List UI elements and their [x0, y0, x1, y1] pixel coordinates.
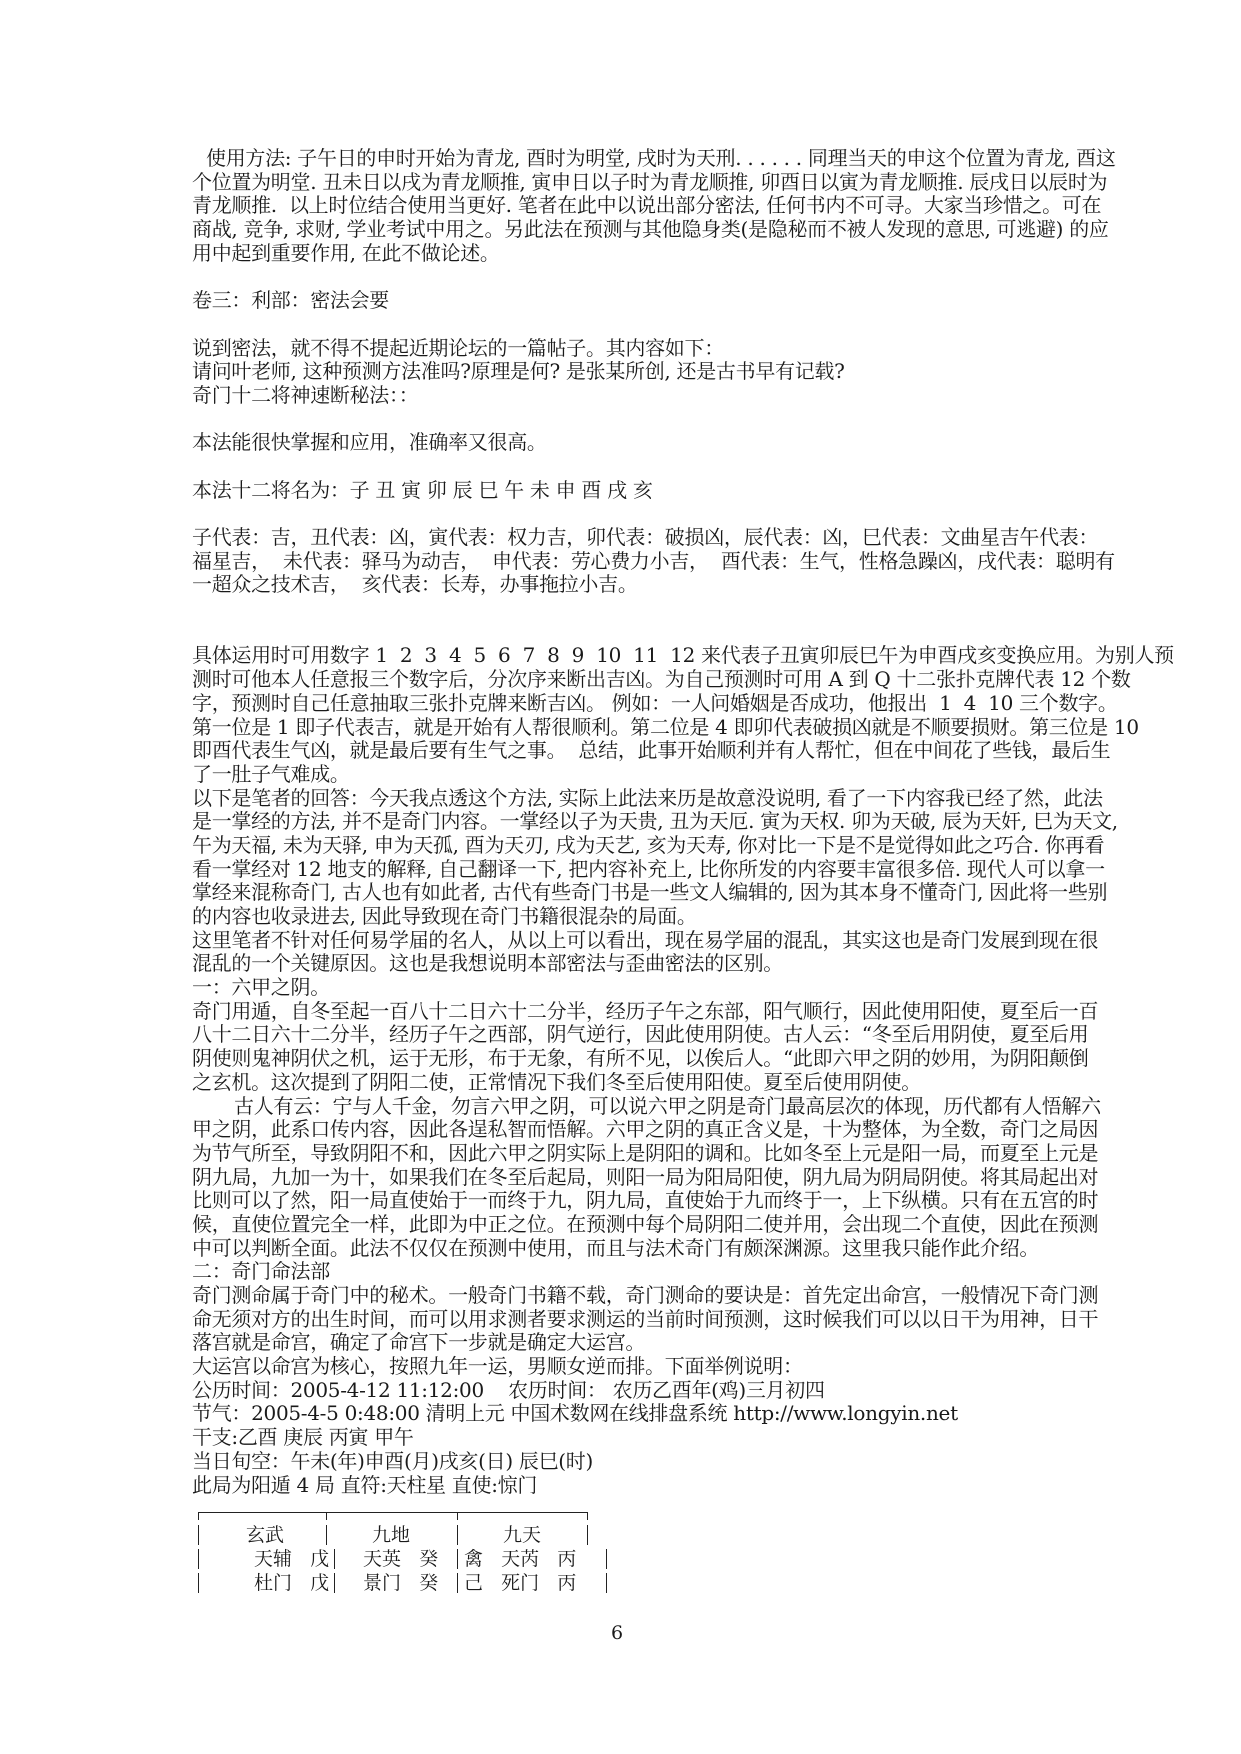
text-line: 看一掌经对 12 地支的解释, 自己翻译一下, 把内容补充上, 比你所发的内容要丰富很多倍. 现代人可以拿一 [192, 856, 1105, 881]
text-line [192, 265, 1072, 289]
text-line: 奇门十二将神速断秘法：： [192, 382, 419, 407]
table-divider [606, 1549, 607, 1569]
page-number: 6 [611, 1622, 624, 1644]
table-cell: 己 死门 丙 [464, 1572, 577, 1594]
table-cell: 天英 癸 [363, 1548, 439, 1570]
text-line: 具体运用时可用数字 1 2 3 4 5 6 7 8 9 10 11 12 来代表子丑寅卯辰巳午为申酉戌亥变换应用。为别人预 [192, 643, 1174, 668]
text-line: 当日旬空：午未(年)申酉(月)戌亥(日) 辰巳(时) [192, 1448, 593, 1473]
text-line: 卷三：利部：密法会要 [192, 288, 389, 313]
table-divider [326, 1512, 327, 1520]
table-header-cell: 玄武 [246, 1524, 285, 1546]
text-line [192, 502, 1072, 526]
qimen-chart-table [198, 1506, 610, 1602]
text-line: 阴使则鬼神阴伏之机，运于无形，布于无象，有所不见，以俟后人。“此即六甲之阴的妙用，为阴阳颠倒 [192, 1046, 1089, 1071]
text-line: 阴九局，九加一为十，如果我们在冬至后起局，则阳一局为阳局阳使，阴九局为阴局阴使。将其局起出对 [192, 1164, 1099, 1189]
text-line: 比则可以了然，阳一局直使始于一而终于九，阴九局，直使始于九而终于一，上下纵横。只有在五宫的时 [192, 1188, 1099, 1213]
text-line: 字，预测时自己任意抽取三张扑克牌来断吉凶。 例如：一人问婚姻是否成功，他报出 1 4 10 三个数字。 [192, 690, 1118, 715]
text-line: 商战, 竞争, 求财, 学业考试中用之。另此法在预测与其他隐身类(是隐秘而不被人发现的意思, 可逃避) 的应 [192, 217, 1109, 242]
text-line: 命无须对方的出生时间，而可以用求测者要求测运的当前时间预测，这时候我们可以以日干为用神，日干 [192, 1306, 1099, 1331]
text-line: 本法能很快掌握和应用，准确率又很高。 [192, 430, 547, 455]
table-divider [198, 1512, 199, 1520]
text-line: 甲之阴，此系口传内容，因此各逞私智而悟解。六甲之阴的真正含义是，十为整体，为全数，奇门之局因 [192, 1117, 1099, 1142]
text-line: 奇门用遁，自冬至起一百八十二日六十二分半，经历子午之东部，阳气顺行，因此使用阳使，夏至后一百 [192, 998, 1099, 1023]
text-line: 节气：2005-4-5 0:48:00 清明上元 中国术数网在线排盘系统 http://www.longyin.net [192, 1401, 958, 1426]
text-line: 说到密法，就不得不提起近期论坛的一篇帖子。其内容如下： [192, 335, 724, 360]
table-cell: 景门 癸 [363, 1572, 439, 1594]
table-top-border [198, 1512, 588, 1513]
text-line [192, 621, 1072, 645]
text-line: 使用方法: 子午日的申时开始为青龙, 酉时为明堂, 戌时为天刑. . . . . . 同理当天的申这个位置为青龙, 酉这 [206, 146, 1116, 170]
text-line: 二：奇门命法部 [192, 1259, 330, 1284]
table-divider [334, 1549, 335, 1569]
text-line: 大运宫以命宫为核心，按照九年一运，男顺女逆而排。下面举例说明： [192, 1354, 803, 1379]
table-cell: 禽 天芮 丙 [464, 1548, 577, 1570]
table-divider [457, 1549, 458, 1569]
table-divider [198, 1549, 199, 1569]
text-line: 候，直使位置完全一样，此即为中正之位。在预测中每个局阴阳二使并用，会出现二个直使，因此在预测 [192, 1211, 1099, 1236]
text-line [192, 313, 1072, 337]
text-line: 即酉代表生气凶，就是最后要有生气之事。 总结，此事开始顺利并有人帮忙，但在中间花了些钱，最后生 [192, 738, 1111, 763]
text-line: 落宫就是命宫，确定了命宫下一步就是确定大运宫。 [192, 1330, 646, 1355]
text-line: 以下是笔者的回答：今天我点透这个方法, 实际上此法来历是故意没说明, 看了一下内容我已经了然，此法 [192, 785, 1103, 810]
table-divider [198, 1525, 199, 1545]
table-divider [334, 1573, 335, 1593]
text-line: 之玄机。这次提到了阴阳二使，正常情况下我们冬至后使用阳使。夏至后使用阴使。 [192, 1069, 921, 1094]
table-cell: 天辅 戊 [254, 1548, 330, 1570]
table-cell: 杜门 戊 [254, 1572, 330, 1594]
table-divider [587, 1525, 588, 1545]
table-divider [198, 1573, 199, 1593]
text-line: 八十二日六十二分半，经历子午之西部，阴气逆行，因此使用阴使。古人云：“冬至后用阴使，夏至后用 [192, 1022, 1089, 1047]
text-line: 是一掌经的方法, 并不是奇门内容。一掌经以子为天贵, 丑为天厄. 寅为天权. 卯为天破, 辰为天奸, 巳为天文, [192, 809, 1118, 834]
text-line: 为节气所至，导致阴阳不和，因此六甲之阴实际上是阴阳的调和。比如冬至上元是阳一局，而夏至上元是 [192, 1140, 1099, 1165]
text-line [192, 455, 1072, 479]
text-line: 测时可他本人任意报三个数字后，分次序来断出吉凶。为自己预测时可用 A 到 Q 十二张扑克牌代表 12 个数 [192, 667, 1131, 692]
text-line: 这里笔者不针对任何易学届的名人，从以上可以看出，现在易学届的混乱，其实这也是奇门发展到现在很 [192, 927, 1099, 952]
text-line: 个位置为明堂. 丑未日以戌为青龙顺推, 寅申日以子时为青龙顺推, 卯酉日以寅为青龙顺推. 辰戌日以辰时为 [192, 169, 1108, 194]
text-line: 青龙顺推. 以上时位结合使用当更好. 笔者在此中以说出部分密法, 任何书内不可寻。大家当珍惜之。可在 [192, 193, 1102, 218]
text-line: 一：六甲之阴。 [192, 975, 330, 1000]
text-line [192, 597, 1072, 621]
table-header-cell: 九天 [503, 1524, 542, 1546]
text-line: 一超众之技术吉， 亥代表：长寿，办事拖拉小吉。 [192, 572, 638, 597]
table-divider [457, 1525, 458, 1545]
text-line: 干支:乙酉 庚辰 丙寅 甲午 [192, 1425, 414, 1450]
text-line: 子代表：吉，丑代表：凶，寅代表：权力吉，卯代表：破损凶，辰代表：凶，巳代表：文曲星吉午代表： [192, 525, 1099, 549]
text-line: 了一肚子气难成。 [192, 761, 350, 786]
text-line: 第一位是 1 即子代表吉，就是开始有人帮很顺利。第二位是 4 即卯代表破损凶就是不顺要损财。第三位是 10 [192, 714, 1139, 739]
table-header-cell: 九地 [372, 1524, 411, 1546]
text-line: 混乱的一个关键原因。这也是我想说明本部密法与歪曲密法的区别。 [192, 951, 783, 976]
text-line: 用中起到重要作用, 在此不做论述。 [192, 240, 500, 265]
text-line: 中可以判断全面。此法不仅仅在预测中使用，而且与法术奇门有颇深渊源。这里我只能作此介绍。 [192, 1235, 1040, 1260]
document-body [192, 146, 1174, 1497]
table-divider [457, 1512, 458, 1520]
text-line: 请问叶老师, 这种预测方法准吗?原理是何? 是张某所创, 还是古书早有记载? [192, 359, 845, 384]
table-divider [326, 1525, 327, 1545]
text-line: 本法十二将名为：子 丑 寅 卯 辰 巳 午 未 申 酉 戌 亥 [192, 477, 653, 502]
text-line: 掌经来混称奇门, 古人也有如此者, 古代有些奇门书是一些文人编辑的, 因为其本身不懂奇门, 因此将一些别 [192, 880, 1108, 905]
table-divider [606, 1573, 607, 1593]
text-line: 公历时间：2005-4-12 11:12:00 农历时间： 农历乙酉年(鸡)三月初四 [192, 1377, 825, 1402]
text-line: 的内容也收录进去, 因此导致现在奇门书籍很混杂的局面。 [192, 904, 697, 928]
text-line: 福星吉， 未代表：驿马为动吉， 申代表：劳心费力小吉， 酉代表：生气，性格急躁凶，戌代表：聪明有 [192, 548, 1115, 573]
text-line: 古人有云：宁与人千金，勿言六甲之阴，可以说六甲之阴是奇门最高层次的体现，历代都有人悟解六 [234, 1093, 1101, 1118]
table-divider [457, 1573, 458, 1593]
text-line: 午为天福, 未为天驿, 申为天孤, 酉为天刃, 戌为天艺, 亥为天寿, 你对比一下是不是觉得如此之巧合. 你再看 [192, 832, 1105, 857]
text-line [192, 408, 1072, 432]
text-line: 奇门测命属于奇门中的秘术。一般奇门书籍不载，奇门测命的要诀是：首先定出命宫，一般情况下奇门测 [192, 1283, 1099, 1307]
text-line: 此局为阳遁 4 局 直符:天柱星 直使:惊门 [192, 1472, 538, 1497]
table-divider [587, 1512, 588, 1520]
